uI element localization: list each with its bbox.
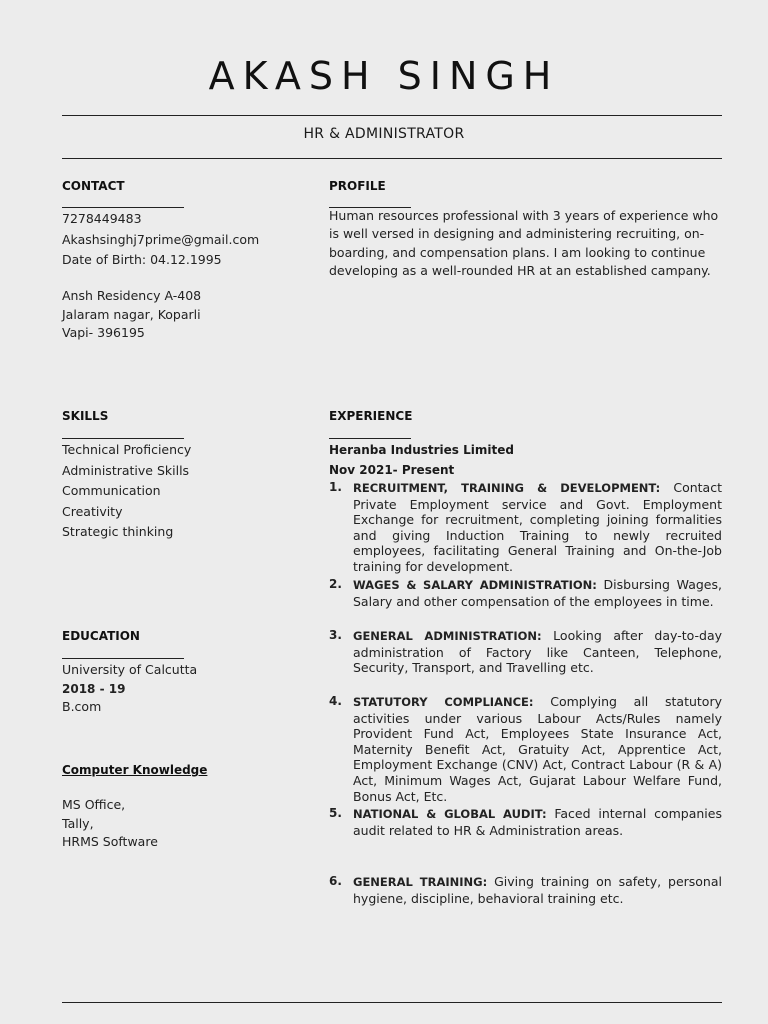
header-divider-bottom xyxy=(62,158,722,159)
employment-period: Nov 2021- Present xyxy=(329,463,455,477)
contact-address xyxy=(62,287,201,343)
education-underline xyxy=(62,658,184,659)
duty-number: 5. xyxy=(329,806,342,820)
skills-heading: SKILLS xyxy=(62,409,109,423)
duty-title: GENERAL ADMINISTRATION: xyxy=(353,629,542,643)
profile-heading: PROFILE xyxy=(329,179,386,193)
skill-item: Communication xyxy=(62,483,161,499)
duty-number: 6. xyxy=(329,874,342,888)
computer-knowledge-heading: Computer Knowledge xyxy=(62,763,208,777)
education-years: 2018 - 19 xyxy=(62,681,126,696)
duty-number: 4. xyxy=(329,694,342,708)
address-line: Vapi- 396195 xyxy=(62,325,145,340)
skill-item: Creativity xyxy=(62,503,123,519)
duty-item xyxy=(329,694,722,804)
skill-item: Strategic thinking xyxy=(62,524,174,540)
duty-title: NATIONAL & GLOBAL AUDIT: xyxy=(353,807,547,821)
address-line: Ansh Residency A-408 xyxy=(62,288,202,303)
duty-title: GENERAL TRAINING: xyxy=(353,875,488,889)
computer-item: HRMS Software xyxy=(62,834,158,849)
contact-email: Akashsinghj7prime@gmail.com xyxy=(62,231,260,247)
duty-text: Giving training on safety, personal hygiene, discipline, behavioral training etc. xyxy=(353,874,722,906)
duty-text: Contact Private Employment service and Govt. Employment Exchange for recruitment, completing joining formalities and giving Induction Training to newly recruited employees, facilitating General Training and On-the-Job training for development. xyxy=(353,480,722,574)
computer-item: MS Office, xyxy=(62,797,126,812)
experience-heading: EXPERIENCE xyxy=(329,409,413,423)
duty-text: Looking after day-to-day administration of Factory like Canteen, Telephone, Security, Transport, and Travelling etc. xyxy=(353,628,722,676)
skill-item: Administrative Skills xyxy=(62,462,190,478)
duty-item xyxy=(329,806,722,838)
skills-underline xyxy=(62,438,184,439)
education-university: University of Calcutta xyxy=(62,662,198,677)
company-name: Heranba Industries Limited xyxy=(329,443,514,457)
contact-heading: CONTACT xyxy=(62,179,125,193)
duty-title: WAGES & SALARY ADMINISTRATION: xyxy=(353,578,597,592)
skill-item: Technical Proficiency xyxy=(62,442,192,457)
skills-list xyxy=(62,440,191,543)
duty-text: Faced internal companies audit related to HR & Administration areas. xyxy=(353,806,722,838)
duty-item xyxy=(329,577,722,609)
computer-knowledge-list xyxy=(62,796,158,852)
contact-underline xyxy=(62,207,184,208)
experience-underline xyxy=(329,438,411,439)
candidate-name: AKASH SINGH xyxy=(208,54,560,98)
contact-details xyxy=(62,209,259,271)
duty-text: Disbursing Wages, Salary and other compensation of the employees in time. xyxy=(353,577,722,609)
duty-text: Complying all statutory activities under various Labour Acts/Rules namely Provident Fund Act, Employees State Insurance Act, Maternity Benefit Act, Gratuity Act, Apprentice Act, Employment Exchange (CNV) Act, Contract Labour (R & A) Act, Minimum Wages Act, Gujarat Labour Welfare Fund, Bonus Act, Etc. xyxy=(353,694,722,804)
duty-number: 3. xyxy=(329,628,342,642)
duty-item xyxy=(329,874,722,906)
profile-summary: Human resources professional with 3 years of experience who is well versed in designing and administering recruiting, on-boarding, and compensation plans. I am looking to continue developing as a well-rounded HR at an established campany. xyxy=(329,208,719,278)
job-title: HR & ADMINISTRATOR xyxy=(303,126,465,142)
address-line: Jalaram nagar, Koparli xyxy=(62,306,201,322)
duty-number: 2. xyxy=(329,577,342,591)
education-heading: EDUCATION xyxy=(62,629,140,643)
computer-item: Tally, xyxy=(62,815,94,831)
duty-item xyxy=(329,480,722,575)
duty-title: RECRUITMENT, TRAINING & DEVELOPMENT: xyxy=(353,481,661,495)
contact-phone: 7278449483 xyxy=(62,211,142,226)
header-divider-top xyxy=(62,115,722,116)
contact-dob: Date of Birth: 04.12.1995 xyxy=(62,252,222,268)
duty-title: STATUTORY COMPLIANCE: xyxy=(353,695,534,709)
duty-item xyxy=(329,628,722,676)
education-details xyxy=(62,661,197,717)
education-degree: B.com xyxy=(62,699,102,714)
footer-divider xyxy=(62,1002,722,1003)
duty-number: 1. xyxy=(329,480,342,494)
